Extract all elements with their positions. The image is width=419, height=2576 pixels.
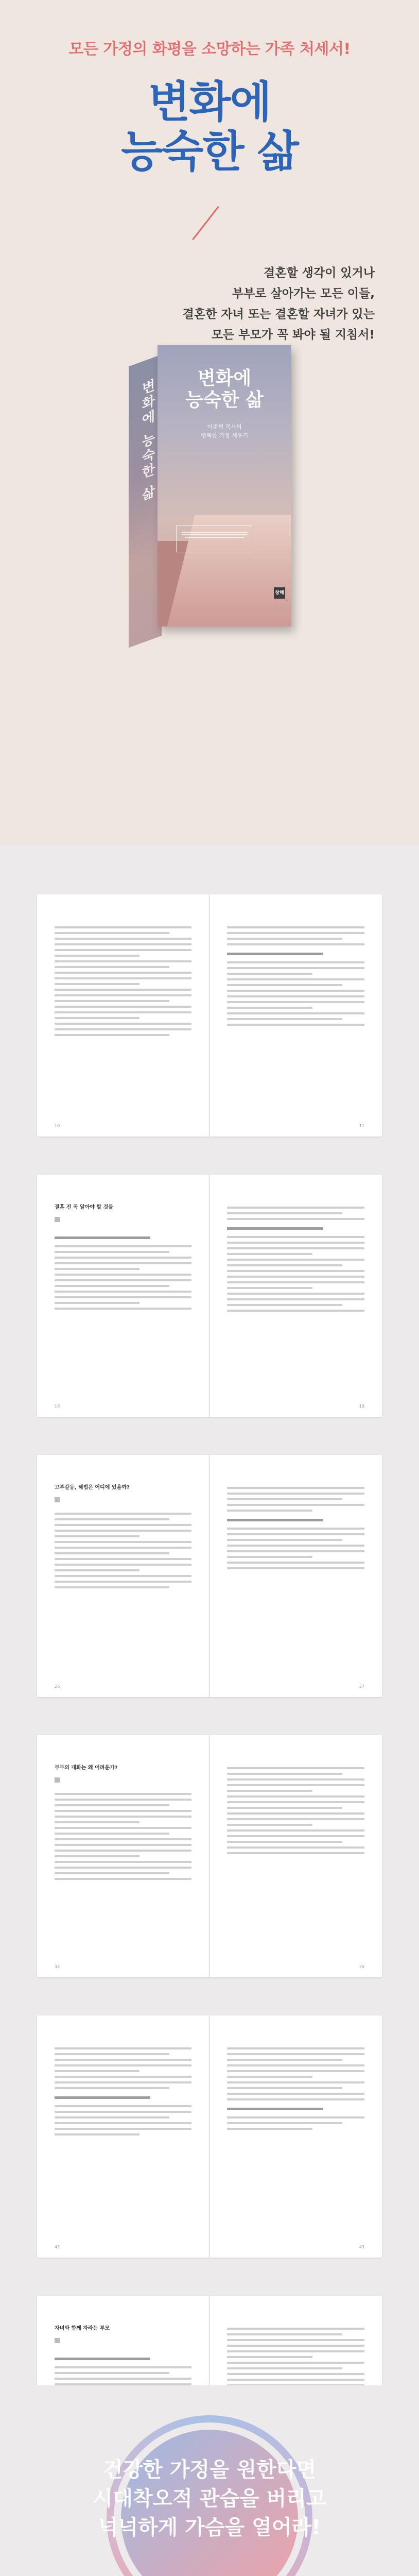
slash-divider	[192, 206, 219, 240]
slogan	[0, 2455, 419, 2542]
chapter-mark	[55, 2338, 60, 2343]
slogan-line-3: 넉넉하게 가슴을 열어라!	[98, 2516, 321, 2539]
desc-line: 결혼한 자녀 또는 결혼할 자녀가 있는	[182, 308, 375, 321]
cover-subtitle: 이준혁 목사의 행복한 가정 세우기	[200, 423, 248, 439]
book-spine	[129, 354, 162, 648]
top-banner	[0, 0, 419, 845]
desc-line: 모든 부모가 꼭 봐야 될 지침서!	[211, 328, 375, 342]
page-number: 43	[359, 2245, 364, 2249]
tagline: 모든 가정의 화평을 소망하는 가족 처세서!	[68, 40, 351, 58]
page-number: 11	[359, 1124, 364, 1128]
chapter-title: 결혼 전 꼭 알아야 할 것들	[55, 1205, 114, 1210]
desc-line: 부부로 살아가는 모든 이들,	[232, 287, 375, 300]
page-number: 10	[55, 1124, 60, 1128]
chapter-title: 부부의 대화는 왜 어려운가?	[55, 1765, 118, 1771]
cover-title-line-2: 능숙한 삶	[185, 389, 264, 411]
page-spread	[37, 1455, 382, 1697]
page-right	[210, 1175, 382, 1417]
slogan-line-2: 시대착오적 관습을 버리고	[93, 2487, 326, 2511]
page-number: 19	[359, 1404, 364, 1409]
page-left	[37, 894, 210, 1137]
page-left	[37, 1455, 210, 1697]
cover-blurb-box	[176, 526, 253, 552]
slogan-line-1: 건강한 가정을 원한다면	[102, 2458, 317, 2482]
chapter-title: 고부갈등, 해법은 어디에 있을까?	[55, 1485, 130, 1490]
chapter-mark	[55, 1217, 60, 1222]
desc-line: 결혼할 생각이 있거나	[264, 266, 375, 280]
page-left	[37, 1175, 210, 1417]
page-number: 18	[55, 1404, 60, 1409]
page-right	[210, 2015, 382, 2258]
page-number: 34	[55, 1964, 60, 1969]
cover-title-line-1: 변화에	[197, 368, 252, 389]
page-number: 35	[359, 1964, 364, 1969]
page-number: 26	[55, 1684, 60, 1689]
publisher-logo-icon: 창해	[274, 587, 285, 599]
chapter-mark	[55, 1497, 60, 1502]
page-number: 42	[55, 2245, 60, 2249]
page-spread	[37, 894, 382, 1137]
page-right	[210, 1455, 382, 1697]
page-left	[37, 2015, 210, 2258]
book-cover-image	[139, 345, 291, 634]
sample-pages	[0, 845, 419, 2576]
title-line-1: 변화에	[148, 77, 271, 127]
book-front	[158, 345, 291, 626]
page-right	[210, 1735, 382, 1977]
chapter-mark	[55, 1777, 60, 1783]
page-right	[210, 894, 382, 1137]
page-number: 27	[359, 1684, 364, 1689]
page-spread	[37, 2015, 382, 2258]
description	[86, 263, 375, 345]
book-title	[0, 77, 419, 176]
page-spread	[37, 1735, 382, 1977]
page-left	[37, 1735, 210, 1977]
page-spread	[37, 1175, 382, 1417]
title-line-2: 능숙한 삶	[121, 126, 298, 177]
spine-title: 변화에 능숙한 삶	[139, 377, 155, 505]
chapter-title: 자녀와 함께 자라는 부모	[55, 2326, 110, 2331]
bottom-section	[0, 2385, 419, 2576]
cover-title	[158, 368, 291, 411]
